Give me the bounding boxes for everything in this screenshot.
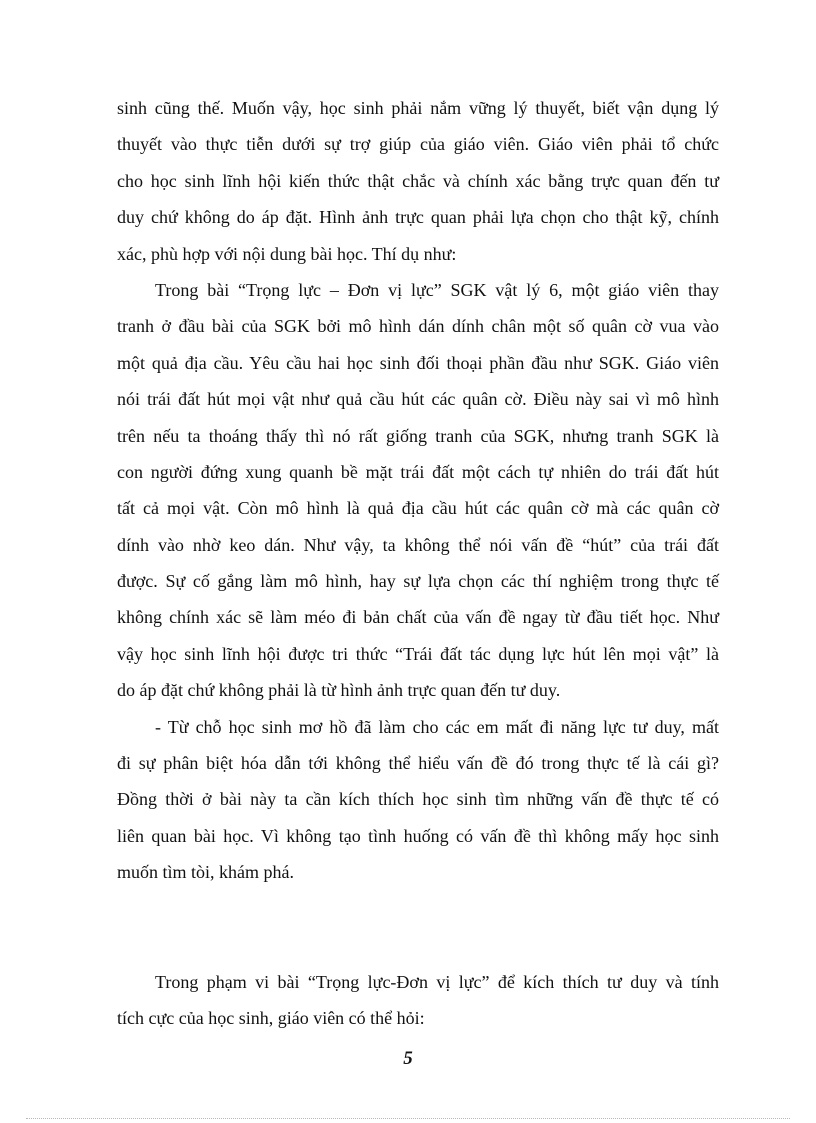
text-line: sinh cũng thế. Muốn vậy, học sinh phải nắm vững lý thuyết, biết vận dụng lý bbox=[117, 98, 719, 118]
paragraph-3 bbox=[117, 709, 719, 891]
text-line: do áp đặt chứ không phải là từ hình ảnh trực quan đến tư duy. bbox=[117, 680, 561, 701]
text-line: xác, phù hợp với nội dung bài học. Thí dụ như: bbox=[117, 243, 457, 264]
text-line: một quả địa cầu. Yêu cầu hai học sinh đối thoại phần đầu như SGK. Giáo viên bbox=[117, 352, 719, 373]
footer-divider bbox=[26, 1118, 790, 1119]
text-line: cho học sinh lĩnh hội kiến thức thật chắc và chính xác bằng trực quan đến tư bbox=[117, 170, 719, 191]
page-number: 5 bbox=[403, 1048, 413, 1069]
text-line: trên nếu ta thoáng thấy thì nó rất giống tranh của SGK, nhưng tranh SGK là bbox=[117, 425, 719, 446]
text-line: muốn tìm tòi, khám phá. bbox=[117, 862, 294, 883]
text-line: dính vào nhờ keo dán. Như vậy, ta không thể nói vấn đề “hút” của trái đất bbox=[117, 534, 719, 555]
text-line: Đồng thời ở bài này ta cần kích thích học sinh tìm những vấn đề thực tế có bbox=[117, 789, 719, 810]
text-line: Trong bài “Trọng lực – Đơn vị lực” SGK vật lý 6, một giáo viên thay bbox=[155, 279, 719, 300]
text-line: không chính xác sẽ làm méo đi bản chất của vấn đề ngay từ đầu tiết học. Như bbox=[117, 607, 719, 628]
text-line: đi sự phân biệt hóa dẫn tới không thể hiểu vấn đề đó trong thực tế là cái gì? bbox=[117, 753, 719, 774]
text-line: - Từ chỗ học sinh mơ hồ đã làm cho các em mất đi năng lực tư duy, mất bbox=[155, 716, 719, 737]
text-line: được. Sự cố gắng làm mô hình, hay sự lựa chọn các thí nghiệm trong thực tế bbox=[117, 571, 719, 592]
text-line: tranh ở đầu bài của SGK bởi mô hình dán dính chân một số quân cờ vua vào bbox=[117, 316, 719, 337]
text-line: nói trái đất hút mọi vật như quả cầu hút các quân cờ. Điều này sai vì mô hình bbox=[117, 389, 719, 410]
paragraph-4 bbox=[117, 964, 719, 1037]
paragraph-2 bbox=[117, 272, 719, 709]
text-line: tất cả mọi vật. Còn mô hình là quả địa cầu hút các quân cờ mà các quân cờ bbox=[117, 498, 719, 519]
text-line: Trong phạm vi bài “Trọng lực-Đơn vị lực” để kích thích tư duy và tính bbox=[155, 971, 719, 992]
text-line: thuyết vào thực tiễn dưới sự trợ giúp của giáo viên. Giáo viên phải tổ chức bbox=[117, 134, 719, 155]
text-line: con người đứng xung quanh bề mặt trái đất một cách tự nhiên do trái đất hút bbox=[117, 461, 719, 482]
text-line: liên quan bài học. Vì không tạo tình huống có vấn đề thì không mấy học sinh bbox=[117, 825, 719, 846]
paragraph-spacer bbox=[117, 891, 719, 964]
paragraph-1 bbox=[117, 90, 719, 272]
text-line: duy chứ không do áp đặt. Hình ảnh trực quan phải lựa chọn cho thật kỹ, chính bbox=[117, 207, 719, 228]
text-line: tích cực của học sinh, giáo viên có thể hỏi: bbox=[117, 1007, 425, 1028]
text-line: vậy học sinh lĩnh hội được tri thức “Trái đất tác dụng lực hút lên mọi vật” là bbox=[117, 643, 719, 664]
body-text bbox=[117, 90, 719, 1036]
